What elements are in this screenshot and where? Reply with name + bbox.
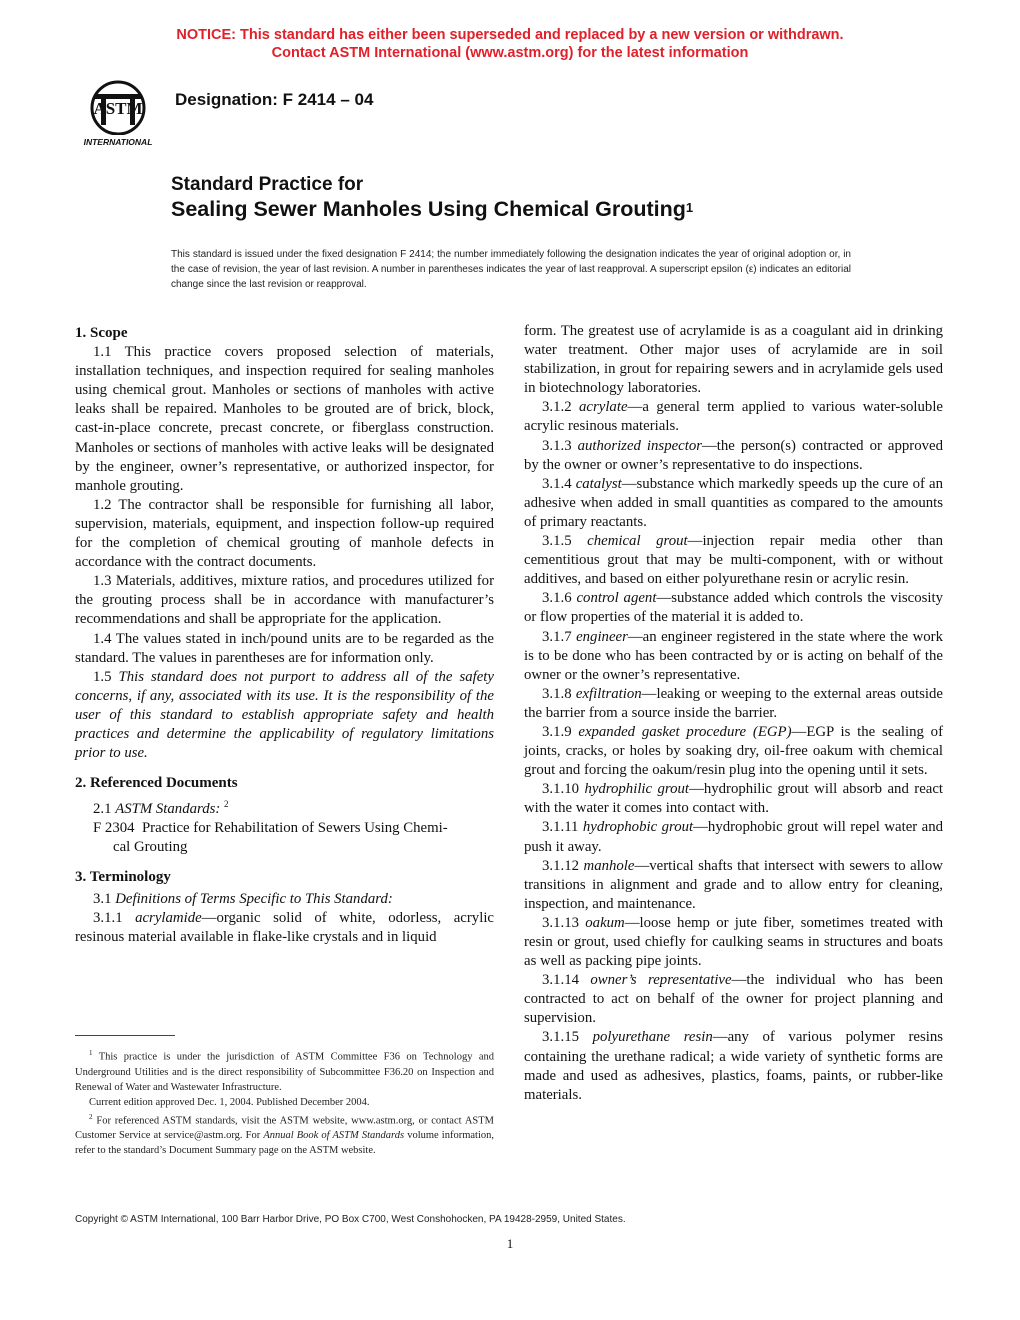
term-hydrophobic-grout: 3.1.11 hydrophobic grout—hydrophobic grout will repel water and push it away. bbox=[524, 819, 943, 855]
para-1-2: 1.2 The contractor shall be responsible for furnishing all labor, supervision, materials, equipment, and inspection follow-up required for the completion of chemical grouting of manhole defects in accordance with the contract documents. bbox=[75, 496, 494, 571]
term-polyurethane-resin: 3.1.15 polyurethane resin—any of various polymer resins containing the urethane radical; a wide variety of synthetic forms are made and used as adhesives, plastics, foams, paints, or rubber-like materials. bbox=[524, 1029, 943, 1103]
astm-logo bbox=[74, 78, 162, 150]
para-2-1: 2.1 ASTM Standards: $^2$ bbox=[93, 799, 229, 818]
term-chemical-grout: 3.1.5 chemical grout—injection repair media other than cementitious grout that may be multi-component, with or without additives, and based on either polyurethane resin or acrylic resin. bbox=[524, 533, 943, 588]
section-heading-scope: 1. Scope bbox=[75, 325, 128, 341]
logo-subtitle: INTERNATIONAL bbox=[83, 137, 153, 147]
footnote-2: $^2$ For referenced ASTM standards, visit the ASTM website, www.astm.org, or contact ASTM Customer Service at service@astm.org. For Annual Book of ASTM Standards volume information, refer to the standard’s Document Summary page on the ASTM website. bbox=[75, 1112, 494, 1156]
standard-intro: This standard is issued under the fixed designation F 2414; the number immediately following the designation indicates the year of original adoption or, in the case of revision, the year of last revision. A number in parentheses indicates the year of last reapproval. A superscript epsilon (ε) indicates an editorial change since the last revision or reapproval. bbox=[171, 249, 851, 290]
reference-f2304-cont: cal Grouting bbox=[113, 839, 188, 856]
footnote-1-edition: Current edition approved Dec. 1, 2004. Published December 2004. bbox=[89, 1096, 370, 1108]
term-manhole: 3.1.12 manhole—vertical shafts that intersect with sewers to allow transitions in alignment and grade and to allow entry for cleaning, inspection, and maintenance. bbox=[524, 857, 943, 912]
designation: Designation: F 2414 – 04 bbox=[175, 90, 374, 109]
term-control-agent: 3.1.6 control agent—substance added which controls the viscosity or flow properties of the material it is added to. bbox=[524, 590, 944, 626]
title-line-1: Standard Practice for bbox=[171, 174, 364, 195]
notice-line-1: NOTICE: This standard has either been superseded and replaced by a new version or withdrawn. bbox=[176, 27, 844, 43]
term-authorized-inspector: 3.1.3 authorized inspector—the person(s) contracted or approved by the owner or owner’s representative to do inspections. bbox=[524, 437, 943, 473]
term-owners-representative: 3.1.14 owner’s representative—the individual who has been contracted to act on behalf of the owner for project planning and supervision. bbox=[524, 972, 943, 1027]
astm-logo-graphic bbox=[74, 78, 162, 150]
term-expanded-gasket-procedure: 3.1.9 expanded gasket procedure (EGP)—EGP is the sealing of joints, cracks, or holes by soaking dry, oil-free oakum with chemical grout and forcing the oakum/resin plug into the opening until it sets. bbox=[524, 723, 944, 779]
notice-line-2: Contact ASTM International (www.astm.org) for the latest information bbox=[271, 45, 749, 61]
para-1-5: 1.5 This standard does not purport to address all of the safety concerns, if any, associated with its use. It is the responsibility of the user of this standard to establish appropriate safety and health practices and determine the applicability of regulatory limitations prior to use. bbox=[75, 668, 494, 762]
title-line-2 bbox=[171, 197, 693, 222]
para-3-1: 3.1 Definitions of Terms Specific to This Standard: bbox=[93, 890, 393, 907]
reference-f2304: F 2304 Practice for Rehabilitation of Sewers Using Chemi- bbox=[93, 820, 448, 837]
right-column bbox=[524, 322, 943, 1105]
section-heading-terminology: 3. Terminology bbox=[75, 869, 171, 886]
para-1-1: 1.1 This practice covers proposed selection of materials, installation techniques, and inspection required for sealing manholes using chemical grout. Manholes or sections of manholes with active leaks shall be repaired. Manholes to be grouted are of brick, block, cast-in-place concrete, precast concrete, or fiberglass construction. Manholes or sections of manholes with active leaks will be designated by the engineer, owner’s representative, or authorized inspector, for manhole grouting. bbox=[75, 344, 494, 494]
para-1-3: 1.3 Materials, additives, mixture ratios, and procedures utilized for the grouting process shall be in accordance with manufacturer’s recommendations and shall be appropriate for the application. bbox=[75, 573, 494, 628]
page-number: 1 bbox=[506, 1236, 514, 1251]
term-catalyst: 3.1.4 catalyst—substance which markedly speeds up the cure of an adhesive when added in small quantities as compared to the amounts of primary reactants. bbox=[524, 475, 943, 530]
para-1-4: 1.4 The values stated in inch/pound units are to be regarded as the standard. The values in parentheses are for information only. bbox=[75, 630, 494, 666]
title-footnote-mark: 1 bbox=[685, 200, 694, 215]
footnote-rule bbox=[75, 1035, 175, 1036]
term-hydrophilic-grout: 3.1.10 hydrophilic grout—hydrophilic grout will absorb and react with the water it comes into contact with. bbox=[524, 781, 944, 817]
left-column bbox=[75, 322, 494, 947]
withdrawal-notice bbox=[0, 26, 1020, 62]
footnote-1: $^1$ This practice is under the jurisdiction of ASTM Committee F36 on Technology and Underground Utilities and is the direct responsibility of Subcommittee F36.20 on Inspection and Renewal of Water and Wastewater Infrastructure. bbox=[75, 1049, 495, 1093]
copyright: Copyright © ASTM International, 100 Barr Harbor Drive, PO Box C700, West Conshohocken, PA 19428-2959, United States. bbox=[75, 1214, 626, 1225]
term-acrylate: 3.1.2 acrylate—a general term applied to various water-soluble acrylic resinous materials. bbox=[524, 399, 943, 435]
section-heading-referenced-documents: 2. Referenced Documents bbox=[75, 775, 238, 792]
term-exfiltration: 3.1.8 exfiltration—leaking or weeping to the external areas outside the barrier from a source inside the barrier. bbox=[524, 685, 943, 721]
title-main: Sealing Sewer Manholes Using Chemical Grouting bbox=[171, 197, 686, 221]
term-acrylamide-start: 3.1.1 acrylamide—organic solid of white, odorless, acrylic resinous material available in flake-like crystals and in liquid bbox=[75, 909, 494, 945]
term-engineer: 3.1.7 engineer—an engineer registered in the state where the work is to be done who has been contracted by or is acting on behalf of the owner or the owner’s representative. bbox=[524, 628, 944, 683]
footnotes bbox=[75, 1046, 494, 1158]
term-acrylamide-cont: form. The greatest use of acrylamide is as a coagulant aid in drinking water treatment. Other major uses of acrylamide are in soil stabilization, in grout for repairing sewers and in acrylamide gels used in biotechnology laboratories. bbox=[524, 323, 943, 397]
term-oakum: 3.1.13 oakum—loose hemp or jute fiber, sometimes treated with resin or grout, used chiefly for caulking seams in structures and boats as well as packing pipe joints. bbox=[524, 914, 943, 970]
logo-wordmark: ASTM bbox=[93, 99, 143, 118]
